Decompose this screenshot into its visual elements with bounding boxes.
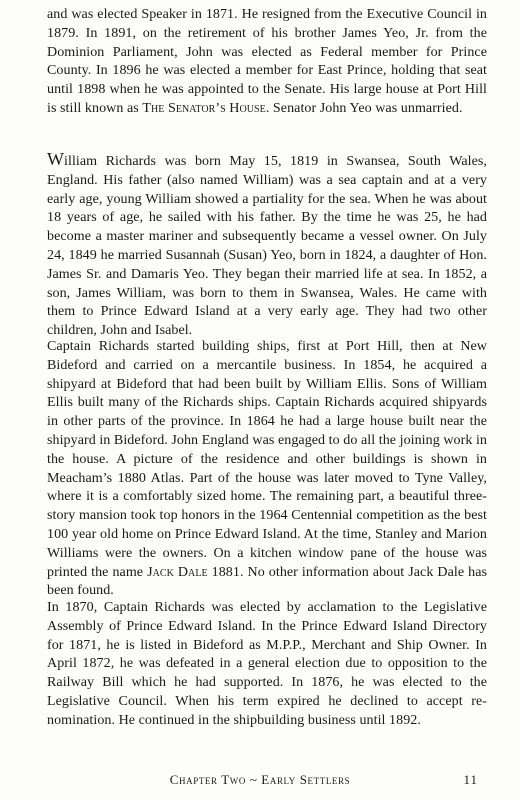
paragraph-political-career xyxy=(47,598,487,730)
page-number: 11 xyxy=(463,772,478,787)
paragraph-text: illiam Richards was born May 15, 1819 in Swansea, South Wales, England. His father (also named William) was a sea captain and at a very early age, young William showed a partiality for the sea. When he was about 18 years of age, he sailed with his father. By the time he was 25, he had become a master mariner and subsequently became a vessel owner. On July 24, 1849 he married Susannah (Susan) Yeo, born in 1824, a daughter of Hon. James Sr. and Damaris Yeo. They began their married life at sea. In 1852, a son, James William, was born to them in Swansea, Wales. He came with them to Prince Edward Island at a very early age. They had two other children, John and Isabel. xyxy=(47,153,487,339)
smallcaps-window-inscription: Jack Dale 1881 xyxy=(147,563,240,580)
paragraph-text: . No other information about Jack Dale has been found. xyxy=(47,563,487,599)
smallcaps-house-name: The Senator’s House xyxy=(142,99,266,116)
initial-capital: W xyxy=(47,149,65,169)
page-footer xyxy=(0,770,520,790)
paragraph-shipbuilding xyxy=(47,337,487,600)
paragraph-text: . Senator John Yeo was unmarried. xyxy=(265,99,463,116)
paragraph-text: and was elected Speaker in 1871. He resigned from the Executive Council in 1879. In 1891, on the retirement of his brother James Yeo, Jr. from the Dominion Parliament, John was elected as Federal member for Prince County. In 1896 he was elected a member for East Prince, holding that seat until 1898 when he was appointed to the Senate. His large house at Port Hill is still known as xyxy=(47,6,487,116)
paragraph-william-richards-biography xyxy=(47,150,487,340)
running-footer-title: Chapter Two ~ Early Settlers xyxy=(169,772,351,787)
paragraph-john-yeo-career xyxy=(47,5,487,118)
paragraph-text: In 1870, Captain Richards was elected by acclamation to the Legislative Assembly of Prince Edward Island. In the Prince Edward Island Directory for 1871, he is listed in Bideford as M.P.P., Merchant and Ship Owner. In April 1872, he was defeated in a general election due to opposition to the Railway Bill which he had supported. In 1876, he was elected to the Legislative Council. When his term expired he declined to accept re-nomination. He continued in the shipbuilding business until 1892. xyxy=(47,599,487,728)
paragraph-text: Captain Richards started building ships, first at Port Hill, then at New Bideford and carried on a mercantile business. In 1854, he acquired a shipyard at Bideford that had been built by William Ellis. Sons of William Ellis built many of the Richards ships. Captain Richards acquired shipyards in other parts of the province. In 1864 he had a large house built near the shipyard in Bideford. John England was engaged to do all the joining work in the house. A picture of the residence and other buildings is shown in Meacham’s 1880 Atlas. Part of the house was later moved to Tyne Valley, where it is a comfortably sized home. The remaining part, a beautiful three-story mansion took top honors in the 1964 Centennial competition as the best 100 year old home on Prince Edward Island. At the time, Stanley and Marion Williams were the owners. On a kitchen window pane of the house was printed the name xyxy=(47,338,487,580)
